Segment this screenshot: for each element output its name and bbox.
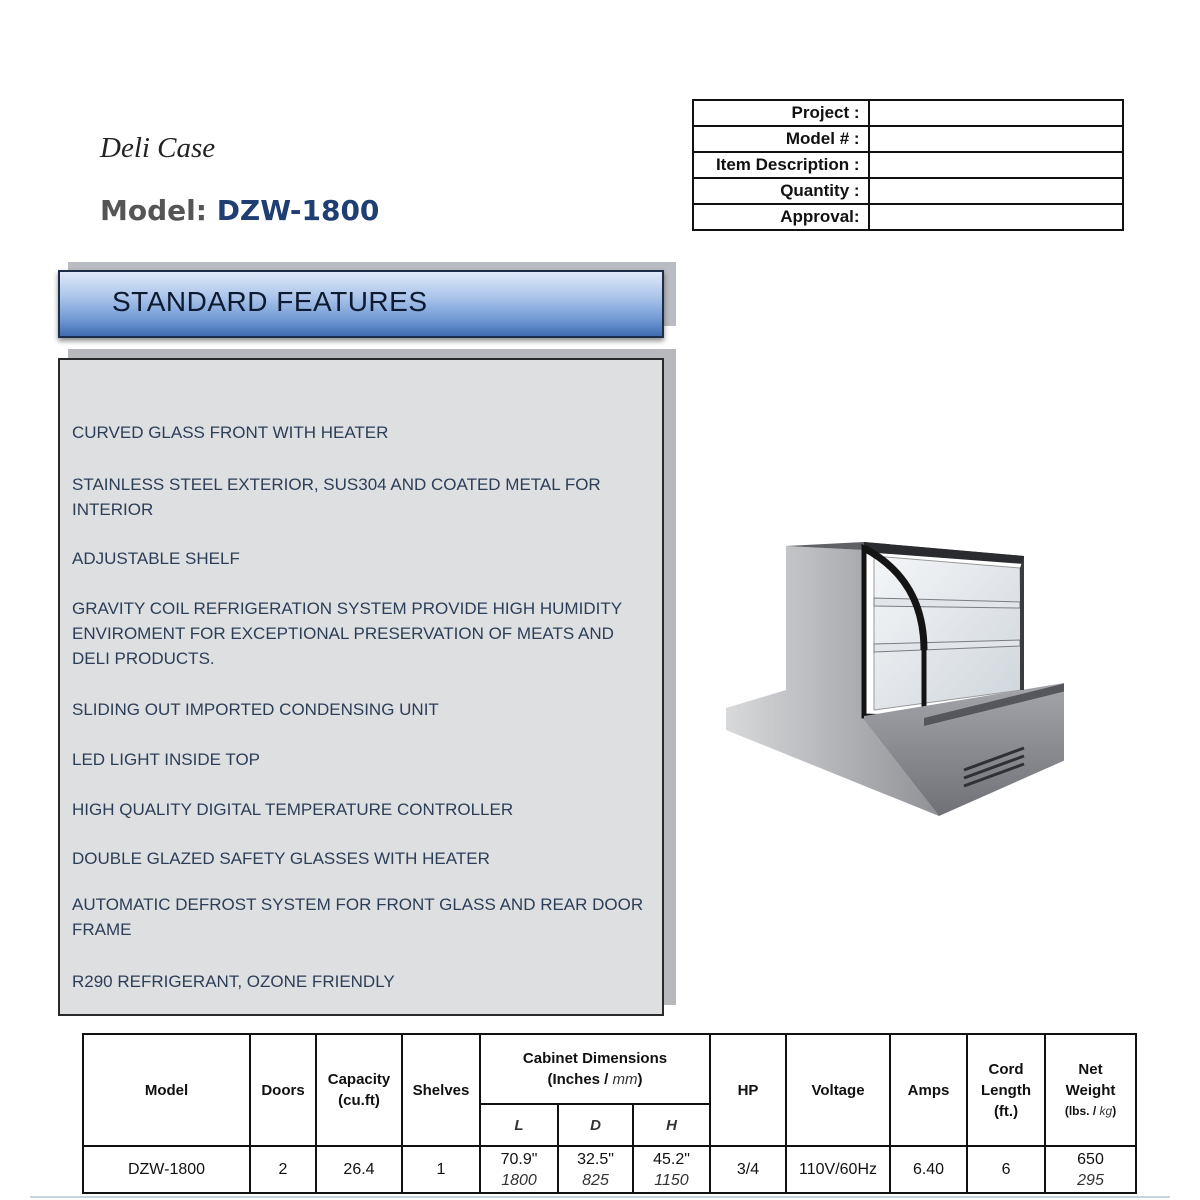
cell-length-mm: 1800 [501,1171,537,1189]
header-model: Model [83,1034,250,1146]
model-label: Model: [100,194,207,227]
cell-weight-kg: 295 [1077,1171,1104,1189]
cell-weight [1045,1146,1136,1193]
header-capacity-line2: (cu.ft) [338,1092,380,1109]
header-dims-inches: (Inches / [547,1071,613,1088]
quantity-row [693,178,1123,204]
header-weight-line1: Net [1078,1060,1103,1078]
header-cord-line3: (ft.) [993,1102,1019,1120]
features-list [60,360,662,1014]
feature-item: R290 REFRIGERANT, OZONE FRIENDLY [72,972,395,991]
header-depth: D [558,1104,633,1146]
cell-shelves: 1 [402,1146,480,1193]
header-weight-line3 [1048,1101,1133,1122]
cell-voltage: 110V/60Hz [786,1146,890,1193]
feature-item: STAINLESS STEEL EXTERIOR, SUS304 AND COATED METAL FOR INTERIOR [72,475,601,519]
header-dims-line1: Cabinet Dimensions [522,1050,668,1067]
header-weight-close: ) [1112,1103,1117,1118]
project-info-table [692,99,1124,231]
feature-item: SLIDING OUT IMPORTED CONDENSING UNIT [72,700,439,719]
feature-item: GRAVITY COIL REFRIGERATION SYSTEM PROVIDE HIGH HUMIDITY ENVIROMENT FOR EXCEPTIONAL PRESERVATION OF MEATS AND DELI PRODUCTS. [72,599,622,668]
model-number-field[interactable] [869,126,1123,152]
cell-height-mm: 1150 [654,1171,689,1189]
item-description-field[interactable] [869,152,1123,178]
item-description-row [693,152,1123,178]
cell-hp: 3/4 [710,1146,786,1193]
header-height: H [633,1104,710,1146]
quantity-field[interactable] [869,178,1123,204]
header-shelves: Shelves [402,1034,480,1146]
approval-field[interactable] [869,204,1123,230]
model-number-row [693,126,1123,152]
header-voltage: Voltage [786,1034,890,1146]
header-length: L [480,1104,558,1146]
feature-item: CURVED GLASS FRONT WITH HEATER [72,423,389,442]
feature-item: AUTOMATIC DEFROST SYSTEM FOR FRONT GLASS AND REAR DOOR FRAME [72,895,644,939]
header-net-weight [1045,1034,1136,1146]
header-cabinet-dimensions [480,1034,710,1104]
header-dims-line2 [483,1069,707,1090]
approval-row [693,204,1123,230]
cell-amps: 6.40 [890,1146,967,1193]
header-dims-close: ) [637,1071,643,1088]
header-cord-line2: Length [981,1081,1032,1099]
feature-item: ADJUSTABLE SHELF [72,549,240,568]
project-row [693,100,1123,126]
quantity-label: Quantity : [693,178,869,204]
item-description-label: Item Description : [693,152,869,178]
cell-depth-mm: 825 [582,1171,609,1189]
cell-height [633,1146,710,1193]
header-weight-line2: Weight [1065,1081,1116,1099]
cell-depth-in: 32.5" [577,1150,614,1168]
features-box [58,358,664,1016]
model-value: DZW-1800 [216,194,380,227]
header-amps: Amps [890,1034,967,1146]
feature-item: DOUBLE GLAZED SAFETY GLASSES WITH HEATER [72,849,490,868]
header-cord-line1: Cord [988,1060,1024,1078]
page-bottom-rule [30,1196,1170,1198]
header-hp: HP [710,1034,786,1146]
cell-cord: 6 [967,1146,1045,1193]
cell-weight-lbs: 650 [1077,1150,1104,1168]
header-doors: Doors [250,1034,316,1146]
deli-case-product-image [724,540,1064,830]
cell-length [480,1146,558,1193]
project-label: Project : [693,100,869,126]
product-category: Deli Case [100,132,216,164]
cell-depth [558,1146,633,1193]
model-heading [100,194,379,227]
model-number-label: Model # : [693,126,869,152]
table-row [83,1146,1136,1193]
header-capacity-line1: Capacity [327,1071,391,1088]
header-weight-kg: kg [1099,1103,1113,1118]
project-field[interactable] [869,100,1123,126]
header-dims-mm: mm [612,1071,638,1088]
cell-length-in: 70.9" [500,1150,538,1168]
cell-height-in: 45.2" [653,1150,690,1168]
feature-item: LED LIGHT INSIDE TOP [72,750,261,769]
specifications-table [82,1033,1137,1194]
header-capacity [316,1034,402,1146]
features-header [58,270,664,338]
cell-model: DZW-1800 [83,1146,250,1193]
features-title: STANDARD FEATURES [112,286,428,317]
header-cord-length [967,1034,1045,1146]
cell-doors: 2 [250,1146,316,1193]
cell-capacity: 26.4 [316,1146,402,1193]
feature-item: HIGH QUALITY DIGITAL TEMPERATURE CONTROLLER [72,800,514,819]
approval-label: Approval: [693,204,869,230]
header-weight-lbs: (lbs. / [1064,1103,1100,1118]
